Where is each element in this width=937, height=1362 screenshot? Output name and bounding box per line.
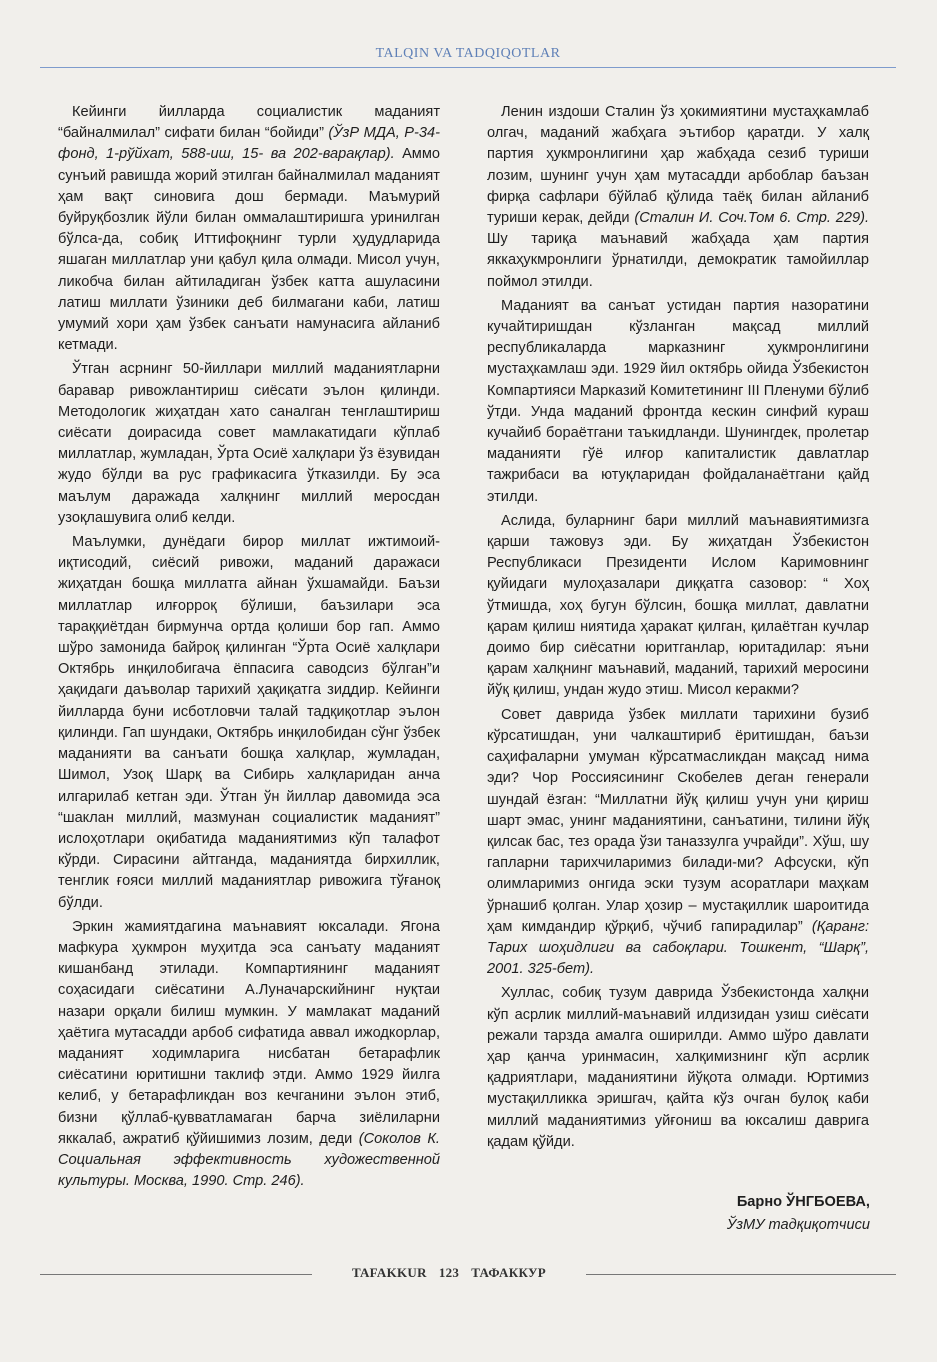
running-header xyxy=(40,40,896,72)
footer-journal-latin: TAFAKKUR xyxy=(351,1265,427,1280)
citation: (Сталин И. Соч.Том 6. Стр. 229). xyxy=(634,210,869,227)
paragraph: Маданият ва санъат устидан партия назоратини кучайтиришдан кўзланган мақсад миллий республикаларда марказнинг ҳукмронлигини мустаҳкамлаш эди. 1929 йил октябрь ойида Ўзбекистон Компартияси Марказий Комитетининг III Пленуми бўлиб ўтди. Унда маданий фронтда кескин синфий кураш кучайиб бораётгани таъкидланди. Шунингдек, пролетар маданияти гўё илғор капиталистик давлатлар тажрибаси ва ютуқларидан фойдаланаётгани қайд этилди. xyxy=(487,297,869,505)
paragraph: Совет даврида ўзбек миллати тарихини бузиб кўрсатишдан, уни чалкаштириб ёритишдан, баъзи саҳифаларни умуман кўрсатмасликдан мақсад нима эди? Чор Россиясининг Скобелев деган генерали шундай ёзган: “Миллатни йўқ қилиш учун уни қириш шарт эмас, унинг маданиятини, санъатини, тилини йўқ қилсак бас, тез орада ўзи таназзулга учрайди”. Хўш, шу гапларни тарихчиларимиз билади-ми? Афсуски, кўп олимларимиз онгида эски тузум асоратлари маҳкам ўрнашиб қолган. Улар ҳозир – мустақиллик шароитида ҳам кимдандир қўрқиб, чўчиб гапирадилар” (Қаранг: Тарих шоҳидлиги ва сабоқлари. Тошкент, “Шарқ”, 2001. 325-бет). xyxy=(487,706,869,978)
header-divider xyxy=(40,67,896,68)
page-footer xyxy=(40,1264,896,1284)
left-column xyxy=(58,102,440,1195)
paragraph: Аслида, буларнинг бари миллий маънавиятимизга қарши тажовуз эди. Бу жиҳатдан Ўзбекистон Республикаси Президенти Ислом Каримовнинг қуйидаги мулоҳазалари диққатга сазовор: “ Хоҳ ўтмишда, хоҳ бугун бўлсин, бошқа миллат, давлатни қарам қилиш ниятида ҳаракат қилган, қилаётган кучлар доимо бир сиёсатни юритганлар, юритадилар: яъни қарам халқнинг маънавий, маданий, тарихий меросини йўқ қилиш, ундан жудо этиш. Мисол керакми? xyxy=(487,512,869,699)
footer-rule-left xyxy=(40,1274,312,1275)
page-number: 123 xyxy=(438,1265,460,1280)
paragraph: Эркин жамиятдагина маънавият юксалади. Ягона мафкура ҳукмрон муҳитда эса санъату маданият кишанбанд этилади. Компартиянинг маданият соҳасидаги сиёсатини А.Луначарскийнинг нуқтаи назари орқали билиш мумкин. У мамлакат маданий ҳаётига мутасадди арбоб сифатида аввал ижодкорлар, маданият ходимларига нисбатан бетарафлик сиёсатини юритишни таклиф этди. Аммо 1929 йилга келиб, у бетарафликдан воз кечганини эълон этиб, бизни қўллаб-қувватламаган барча зиёлиларни яккалаб, ажратиб қўйишимиз лозим, деди (Соколов К. Социальная эффективность художественной культуры. Москва, 1990. Стр. 246). xyxy=(58,918,440,1190)
right-column xyxy=(487,102,869,1156)
footer-rule-right xyxy=(586,1274,896,1275)
section-title: TALQIN VA TADQIQOTLAR xyxy=(375,46,561,61)
citation: (Соколов К. Социальная эффективность художественной культуры. Москва, 1990. Стр. 246). xyxy=(58,1130,440,1190)
paragraph: Хуллас, собиқ тузум даврида Ўзбекистонда халқни кўп асрлик миллий-маънавий илдизидан узиш сиёсати режали тарзда амалга оширилди. Аммо шўро давлати ҳар қанча уринмасин, халқимизнинг кўп асрлик қадриятлари, маданиятини йўқота олмади. Юртимиз мустақилликка эришгач, қайта кўз очган булоқ каби миллий маданиятимиз уйғониш ва юксалиш даврига қадам қўйди. xyxy=(487,985,869,1150)
author-role: ЎзМУ тадқиқотчиси xyxy=(726,1217,870,1233)
paragraph: Маълумки, дунёдаги бирор миллат ижтимоий-иқтисодий, сиёсий ривожи, маданий даражаси жиҳатдан бошқа миллатга айнан ўхшамайди. Баъзи миллатлар илғорроқ бўлиши, баъзилари эса тараққиётдан бирмунча ортда қолиши бор гап. Аммо шўро замонида байроқ қилинган “Ўрта Осиё халқлари Октябрь инқилобигача ёппасига саводсиз бўлган”и ҳақидаги даъволар тарихий ҳақиқатга зиддир. Кейинги йилларда буни исботловчи талай тадқиқотлар эълон қилинди. Гап шундаки, Октябрь инқилобидан сўнг ўзбек маданияти ва санъати бошқа халқлар, жумладан, Шимол, Узоқ Шарқ ва Сибирь халқларидан анча илгарилаб кетган эди. Ўтган ўн йиллар давомида эса “шаклан миллий, мазмунан социалистик маданият” ислоҳотлари оқибатида маданиятимиз кўп талафот кўрди. Сирасини айтганда, маданиятда бирхиллик, тенглик ғояси миллий маданиятлар ривожига тўғаноқ бўлди. xyxy=(58,534,440,911)
author-signature xyxy=(727,1191,870,1237)
author-name: Барно ЎНГБОЕВА, xyxy=(736,1194,870,1210)
footer-text xyxy=(318,1265,580,1281)
paragraph: Ўтган асрнинг 50-йиллари миллий маданиятларни баравар ривожлантириш сиёсати эълон қилинди. Методологик жиҳатдан хато саналган тенглаштириш сиёсати доирасида совет мамлакатидаги кўплаб миллатлар, жумладан, Ўрта Осиё халқлари ўз ёзувидан жудо бўлди ва рус графикасига ўтказилди. Бу эса маълум даражада халқнинг миллий меросдан узоқлашувига олиб келди. xyxy=(58,361,440,526)
paragraph: Кейинги йилларда социалистик маданият “байналмилал” сифати билан “бойиди” (ЎзР МДА, Р-34-фонд, 1-рўйхат, 588-иш, 15- ва 202-варақлар). Аммо сунъий равишда жорий этилган байналмилал маданият ҳам вақт синовига дош бермади. Маъмурий буйруқбозлик йўли билан оммалаштиришга уринилган бўлса-да, собиқ Иттифоқнинг турли ҳудудларида яшаган миллатлар уни қабул қила олмади. Мисол учун, ликобча билан айтиладиган ўзбек катта ашуласини латиш миллати ўзиники деб билмагани каби, латиш умумий хори ҳам ўзбек санъати намунасига айланиб кетмади. xyxy=(58,104,440,354)
footer-journal-cyrillic: ТАФАККУР xyxy=(471,1265,547,1280)
paragraph: Ленин издоши Сталин ўз ҳокимиятини мустаҳкамлаб олгач, маданий жабҳага эътибор қаратди. У халқ партия ҳукмронлигини ҳар жабҳада сезиб туриши лозим, шунинг учун ҳам мутасадди арбоблар баъзан фирқа сафлари бўйлаб қўлида таёқ билан айланиб туриши керак, дейди (Сталин И. Соч.Том 6. Стр. 229). Шу тариқа маънавий жабҳада ҳам партия яккаҳукмронлиги ўрнатилди, демократик тамойиллар поймол этилди. xyxy=(487,104,869,290)
citation: (ЎзР МДА, Р-34-фонд, 1-рўйхат, 588-иш, 15- ва 202-варақлар). xyxy=(58,125,440,163)
citation: (Қаранг: Тарих шоҳидлиги ва сабоқлари. Тошкент, “Шарқ”, 2001. 325-бет). xyxy=(487,918,869,978)
